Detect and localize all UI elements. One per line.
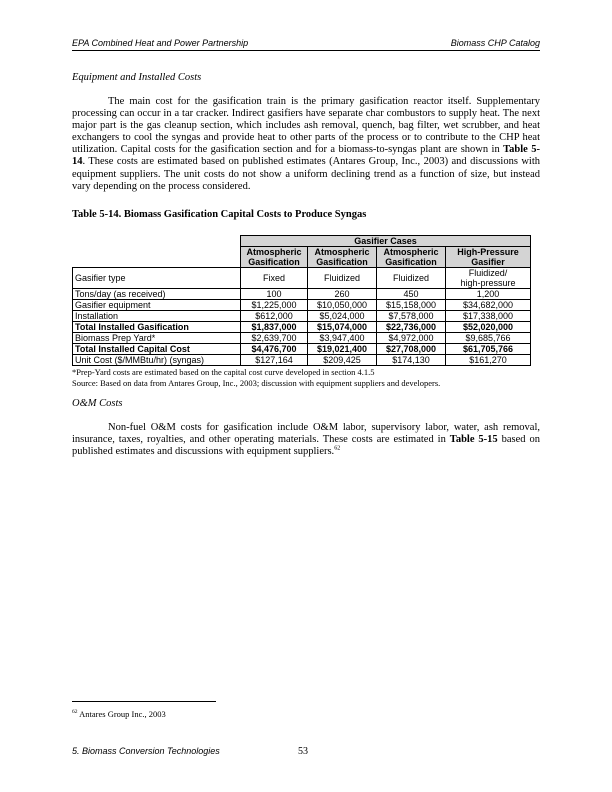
- header-right: Biomass CHP Catalog: [450, 38, 540, 48]
- table-row: [73, 268, 531, 289]
- section-title-om: O&M Costs: [72, 398, 123, 409]
- table-corner: [73, 247, 241, 268]
- table-cell: $4,972,000: [377, 333, 446, 344]
- column-header-line: Atmospheric: [383, 247, 439, 257]
- page-number: 53: [298, 746, 308, 757]
- table-row: [73, 322, 531, 333]
- row-label: Installation: [73, 311, 241, 322]
- column-header-line: Atmospheric: [314, 247, 370, 257]
- table-note: *Prep-Yard costs are estimated based on the capital cost curve developed in section 4.1.5: [72, 367, 375, 377]
- row-label: Biomass Prep Yard*: [73, 333, 241, 344]
- footnote: [72, 709, 166, 719]
- column-header: [241, 247, 308, 268]
- column-header: [377, 247, 446, 268]
- table-caption: Table 5-14. Biomass Gasification Capital Costs to Produce Syngas: [72, 209, 367, 220]
- table-cell: $161,270: [446, 355, 531, 366]
- footnote-rule: [72, 701, 216, 702]
- footer-chapter: 5. Biomass Conversion Technologies: [72, 746, 220, 756]
- paragraph-text: based on published estimates and discussions with equipment suppliers.: [72, 434, 540, 458]
- paragraph-text: Non-fuel O&M costs for gasification include O&M labor, supervisory labor, water, ash removal, insurance, taxes, royalties, and other operating materials. These costs are estimated in: [72, 422, 540, 446]
- footnote-text: Antares Group Inc., 2003: [79, 709, 166, 719]
- table-cell: Fluidized: [377, 268, 446, 289]
- table-cell: $2,639,700: [241, 333, 308, 344]
- table-corner: [73, 236, 241, 247]
- table-cell: $4,476,700: [241, 344, 308, 355]
- table-row: [73, 300, 531, 311]
- table-cell: $1,225,000: [241, 300, 308, 311]
- paragraph-equipment-costs: [72, 96, 540, 193]
- footnote-number: 62: [72, 709, 78, 716]
- table-row: [73, 344, 531, 355]
- table-cell: $10,050,000: [308, 300, 377, 311]
- row-label: Gasifier equipment: [73, 300, 241, 311]
- table-row: [73, 333, 531, 344]
- table-cell: Fluidized/ high-pressure: [446, 268, 531, 289]
- table-cell: $3,947,400: [308, 333, 377, 344]
- table-cell: $61,705,766: [446, 344, 531, 355]
- column-header: [308, 247, 377, 268]
- table-cell: $7,578,000: [377, 311, 446, 322]
- table-row: [73, 355, 531, 366]
- row-label: Tons/day (as received): [73, 289, 241, 300]
- column-header: [446, 247, 531, 268]
- column-header-line: High-Pressure: [457, 247, 519, 257]
- section-title-equipment: Equipment and Installed Costs: [72, 72, 202, 83]
- table-cell: $52,020,000: [446, 322, 531, 333]
- table-row: [73, 289, 531, 300]
- paragraph-text: . These costs are estimated based on published estimates (Antares Group, Inc., 2003) and discussions with equipment suppliers. The unit costs do not show a uniform declining trend as a function of size, but instead vary depending on the process considered.: [72, 156, 540, 192]
- table-cell: Fluidized: [308, 268, 377, 289]
- table-cell: 450: [377, 289, 446, 300]
- row-label: Total Installed Capital Cost: [73, 344, 241, 355]
- table-cell: Fixed: [241, 268, 308, 289]
- table-cell: $17,338,000: [446, 311, 531, 322]
- paragraph-text: The main cost for the gasification train is the primary gasification reactor itself. Supplementary processing can occur in a tar cracker. Indirect gasifiers have separate char combustors to supply heat. The next major part is the gas cleanup section, which includes ash removal, quench, bag filter, wet scrubber, and heat exchangers to cool the syngas and provide heat to other parts of the process or to contribute to the CHP heat utilization. Capital costs for the gasification section and for a biomass-to-syngas plant are shown in: [72, 96, 540, 156]
- row-label: Unit Cost ($/MMBtu/hr) (syngas): [73, 355, 241, 366]
- table-cell: $174,130: [377, 355, 446, 366]
- column-header-line: Gasification: [385, 257, 437, 267]
- column-header-line: Gasification: [316, 257, 368, 267]
- table-cell: $5,024,000: [308, 311, 377, 322]
- table-cell: $127,164: [241, 355, 308, 366]
- column-header-line: Gasifier: [471, 257, 505, 267]
- table-cell: $19,021,400: [308, 344, 377, 355]
- table-cell: $27,708,000: [377, 344, 446, 355]
- table-row: [73, 311, 531, 322]
- footnote-reference: 62: [334, 445, 341, 452]
- page-header: [72, 38, 540, 51]
- row-label: Total Installed Gasification: [73, 322, 241, 333]
- table-cell: $22,736,000: [377, 322, 446, 333]
- capital-cost-table: [72, 235, 531, 366]
- column-header-line: Atmospheric: [246, 247, 302, 257]
- row-label: Gasifier type: [73, 268, 241, 289]
- table-cell: $15,074,000: [308, 322, 377, 333]
- table-reference: Table 5-14: [72, 144, 540, 168]
- table-source: Source: Based on data from Antares Group, Inc., 2003; discussion with equipment suppliers and developers.: [72, 378, 441, 388]
- group-header: Gasifier Cases: [241, 236, 531, 247]
- column-header-line: Gasification: [248, 257, 300, 267]
- table-cell: $612,000: [241, 311, 308, 322]
- table-cell: 1,200: [446, 289, 531, 300]
- table-cell: 100: [241, 289, 308, 300]
- table-cell: $9,685,766: [446, 333, 531, 344]
- table-cell: $34,682,000: [446, 300, 531, 311]
- table-cell: $209,425: [308, 355, 377, 366]
- table-reference: Table 5-15: [449, 434, 498, 446]
- paragraph-om-costs: [72, 422, 540, 458]
- table-cell: 260: [308, 289, 377, 300]
- table-cell: $15,158,000: [377, 300, 446, 311]
- table-cell: $1,837,000: [241, 322, 308, 333]
- header-left: EPA Combined Heat and Power Partnership: [72, 38, 249, 48]
